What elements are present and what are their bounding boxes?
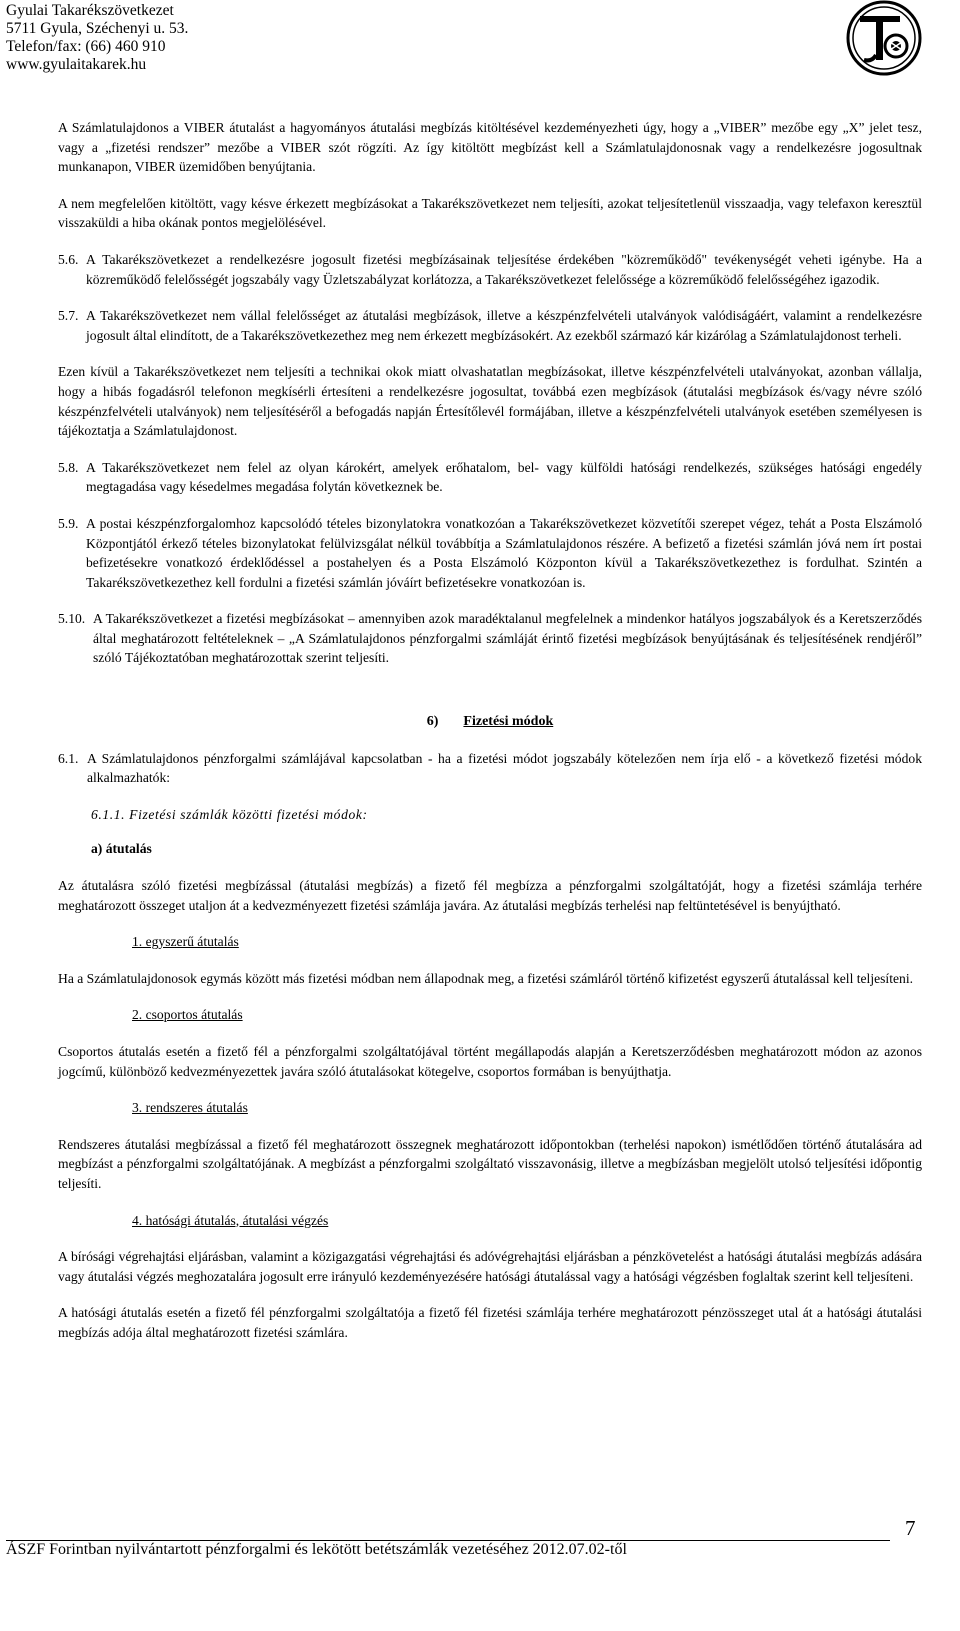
section-number: 6) [426, 714, 439, 730]
clause-text: A postai készpénzforgalomhoz kapcsolódó tételes bizonylatokra vonatkozóan a Takarékszövetkezet közvetítői szerepet végez, tehát a Posta Elszámoló Központjától érkező tételes bizonylatokat felülvizsgálat nélkül továbbítja a Számlatulajdonos részére. A befizető a fizetési számlán jóvá nem írt postai befizetésekre vonatkozó érdeklődéssel a postahelyen és a Posta Elszámoló Központon kívül a Takarékszövetkezethez is fordulhat. Szintén a Takarékszövetkezethez kell fordulni a fizetési számlán jóváírt befizetésekre vonatkozóan is. [86, 515, 922, 590]
paragraph-egyszeru-atutalas: Ha a Számlatulajdonosok egymás között más fizetési módban nem állapodnak meg, a fizetési számláról történő kifizetést egyszerű átutalással kell teljesíteni. [58, 970, 913, 986]
clause-number: 5.6. [58, 251, 79, 267]
paragraph-csoportos-atutalas: Csoportos átutalás esetén a fizető fél a pénzforgalmi szolgáltatójával történt megállapodás alapján a Keretszerződésben meghatározott módon az azonos jogcímű, különböző kedvezményezettek javára szóló átutalásokat kötegelve, csoportos formában is benyújthatja. [58, 1044, 922, 1079]
clause-text: A Számlatulajdonos pénzforgalmi számlájával kapcsolatban - ha a fizetési módot jogszabály kötelezően nem írja elő - a következő fizetési módok alkalmazhatók: [87, 750, 922, 786]
heading-hatosagi-atutalas: 4. hatósági átutalás, átutalási végzés [132, 1212, 329, 1228]
clause-5-10 [58, 609, 922, 668]
letterhead [6, 2, 188, 74]
section-title: Fizetési módok [463, 714, 554, 730]
paragraph-hatosagi-atutalas: A bírósági végrehajtási eljárásban, valamint a közigazgatási végrehajtási és adóvégrehajtási eljárásban a pénzkövetelést a hatósági átutalási megbízás adására vagy átutalási végzés meghozatalára jogosult erre irányuló kezdeményezésére hatósági átutalással vagy a hatósági végzésben foglaltak szerint kell teljesíteni. [58, 1249, 922, 1284]
heading-csoportos-atutalas: 2. csoportos átutalás [132, 1007, 243, 1023]
clause-5-6 [58, 250, 922, 289]
paragraph-rendszeres-atutalas: Rendszeres átutalási megbízással a fizető fél meghatározott összegnek meghatározott időpontokban (terhelési napokon) ismétlődően történő átutalására ad megbízást a pénzforgalmi szolgáltatójának. A megbízást a pénzforgalmi szolgáltató visszavonásig, illetve a megbízásban megjelölt utolsó teljesítési időpontig teljesíti. [58, 1136, 922, 1191]
paragraph-hatosagi-atutalas-2: A hatósági átutalás esetén a fizető fél pénzforgalmi szolgáltatója a fizető fél fizetési számlája terhére meghatározott pénzösszeget utal át a hatósági átutalási megbízás adója által meghatározott fizetési számlára. [58, 1305, 922, 1340]
heading-egyszeru-atutalas: 1. egyszerű átutalás [132, 934, 239, 950]
heading-rendszeres-atutalas: 3. rendszeres átutalás [132, 1100, 248, 1116]
bank-address: 5711 Gyula, Széchenyi u. 53. [6, 20, 189, 37]
clause-number: 5.9. [58, 515, 79, 531]
clause-5-9 [58, 514, 922, 592]
paragraph-technical-errors: Ezen kívül a Takarékszövetkezet nem teljesíti a technikai okok miatt olvashatatlan megbízásokat, illetve készpénzfelvételi utalványokat, azonban vállalja, hogy a hibás fogadásról telefonon megkísérli értesíteni a rendelkezésre jogosultat, továbbá ezen megbízások (átutalási megbízások és/vagy névre szóló készpénzfelvételi utalványok) nem teljesítéséről a befogadás napján Értesítőlevél formájában, illetve a készpénzfelvételi utalványok esetében személyesen is tájékoztatja a Számlatulajdonost. [58, 364, 922, 439]
clause-text: A Takarékszövetkezet a fizetési megbízásokat – amennyiben azok maradéktalanul megfelelnek a mindenkor hatályos jogszabályok és a Keretszerződés által meghatározott feltételeknek – „A Számlatulajdonos pénzforgalmi számláját érintő fizetési megbízások benyújtásának és teljesítésének rendjéről” szóló Tájékoztatóban meghatározottak szerint teljesíti. [93, 611, 922, 666]
paragraph-viber: A Számlatulajdonos a VIBER átutalást a hagyományos átutalási megbízás kitöltésével kezdeményezheti úgy, hogy a „VIBER” mezőbe egy „X” jelet tesz, vagy a „fizetési rendszer” mezőbe a VIBER szót rögzíti. Az így kitöltött megbízást kell a Számlatulajdonosnak vagy a rendelkezésre jogosultnak munkanapon, VIBER üzemidőben benyújtania. [58, 120, 922, 175]
document-body [58, 118, 922, 1343]
subsection-6-1-1: 6.1.1. Fizetési számlák közötti fizetési módok: [91, 806, 368, 822]
clause-number: 6.1. [58, 750, 79, 766]
bank-website: www.gyulaitakarek.hu [6, 56, 147, 73]
clause-text: A Takarékszövetkezet nem vállal felelősséget az átutalási megbízások, illetve a készpénzfelvételi utalványok valódiságáért, valamint a rendelkezésre jogosult által elindított, de a Takarékszövetkezethez meg nem érkezett megbízásokért. Az ezekből származó kár kizárólag a Számlatulajdonost terheli. [86, 308, 922, 343]
bank-logo-icon [846, 0, 922, 76]
bank-name: Gyulai Takarékszövetkezet [6, 2, 174, 19]
clause-6-1 [58, 749, 922, 788]
page-number: 7 [905, 1516, 916, 1540]
page-footer: ÁSZF Forintban nyilvántartott pénzforgalmi és lekötött betétszámlák vezetéséhez 2012.07.02-től [6, 1541, 627, 1558]
subsection-a-title: a) átutalás [91, 841, 152, 857]
clause-number: 5.10. [58, 611, 86, 627]
bank-phone: Telefon/fax: (66) 460 910 [6, 38, 166, 55]
paragraph-atutalas: Az átutalásra szóló fizetési megbízással (átutalási megbízás) a fizető fél megbízza a pénzforgalmi szolgáltatóját, hogy a fizetési számlája terhére meghatározott összeget utaljon át a kedvezményezett fizetési számlája javára. Az átutalási megbízás terhelési nap feltüntetésével is benyújtható. [58, 878, 922, 913]
clause-5-8 [58, 458, 922, 497]
section-heading-6 [58, 712, 922, 732]
clause-number: 5.8. [58, 459, 79, 475]
clause-text: A Takarékszövetkezet a rendelkezésre jogosult fizetési megbízásainak teljesítése érdekében "közreműködő" tevékenységét veheti igénybe. Ha a közreműködő felelősségét jogszabály vagy Üzletszabályzat korlátozza, a Takarékszövetkezet felelőssége a közreműködő felelősségéhez igazodik. [86, 251, 922, 287]
clause-number: 5.7. [58, 308, 79, 324]
clause-5-7 [58, 306, 922, 345]
clause-text: A Takarékszövetkezet nem felel az olyan károkért, amelyek erőhatalom, bel- vagy külföldi hatósági rendelkezés, szükséges hatósági engedély megtagadása vagy késedelmes megadása folytán következnek be. [86, 459, 922, 495]
paragraph-incorrect-orders: A nem megfelelően kitöltött, vagy késve érkezett megbízásokat a Takarékszövetkezet nem teljesíti, azokat teljesítetlenül visszaadja, vagy telefaxon keresztül visszaküldi a hiba okának pontos megjelölésével. [58, 195, 922, 231]
